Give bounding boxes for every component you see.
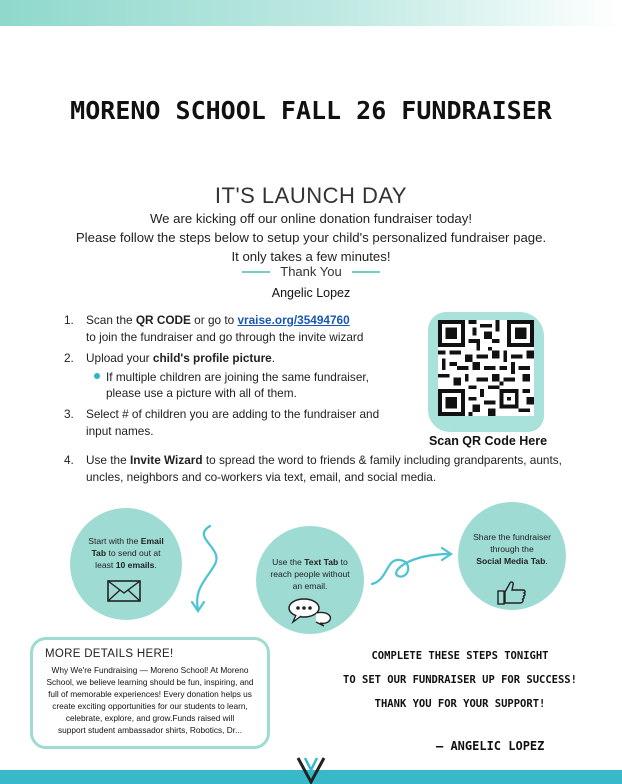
thumbs-up-icon xyxy=(497,580,527,606)
circle-text: Share the fundraiser xyxy=(473,532,551,542)
circle-text: . xyxy=(545,556,548,566)
circle-text: an email. xyxy=(292,581,328,591)
step-text: input names. xyxy=(86,423,154,438)
details-body xyxy=(37,664,263,736)
step-text: Upload your xyxy=(86,351,153,365)
brand-logo-icon xyxy=(296,756,326,784)
step-2-bullet xyxy=(106,369,406,401)
step-bold: Invite Wizard xyxy=(129,453,203,467)
details-title: MORE DETAILS HERE! xyxy=(45,648,174,660)
arrow-decoration xyxy=(368,540,458,590)
circle-text: to send out at xyxy=(106,548,161,558)
step-text: Use the xyxy=(86,453,130,467)
cta-line: COMPLETE THESE STEPS TONIGHT xyxy=(371,650,549,662)
chat-bubbles-icon xyxy=(286,597,334,627)
details-line: create exciting opportunities for our students to learn, xyxy=(52,701,248,711)
details-line: celebrate, explore, and grow.Funds raised will xyxy=(65,713,235,723)
bullet-text: please use a picture with all of them. xyxy=(106,386,297,400)
intro-line: It only takes a few minutes! xyxy=(231,249,391,264)
intro-line: Please follow the steps below to setup your child's personalized fundraiser page. xyxy=(75,230,547,245)
circle-bold: Text Tab xyxy=(304,557,339,567)
divider-line xyxy=(242,271,270,273)
qr-caption: Scan QR Code Here xyxy=(428,434,548,448)
text-step-text xyxy=(260,556,360,592)
circle-bold: 10 emails xyxy=(115,560,155,570)
qr-code[interactable] xyxy=(438,320,534,416)
step-bold: child's profile picture xyxy=(152,351,272,365)
fundraiser-link[interactable]: vraise.org/35494760 xyxy=(237,313,350,327)
circle-bold: Social Media Tab xyxy=(476,556,546,566)
step-bold: QR CODE xyxy=(135,313,191,327)
email-step-text xyxy=(76,535,176,571)
circle-text: reach people without xyxy=(270,569,350,579)
social-step-text xyxy=(462,531,562,567)
circle-text: Use the xyxy=(272,557,305,567)
intro-line: We are kicking off our online donation fundraiser today! xyxy=(149,211,473,226)
cta-line: TO SET OUR FUNDRAISER UP FOR SUCCESS! xyxy=(343,674,577,686)
signer-name: Angelic Lopez xyxy=(271,286,351,300)
step-number: 4. xyxy=(64,453,74,467)
step-text: to spread the word to friends & family including grandparents, aunts, xyxy=(202,453,562,467)
divider-line xyxy=(352,271,380,273)
thank-you-row xyxy=(0,264,622,279)
step-text: to join the fundraiser and go through the invite wizard xyxy=(86,329,364,344)
thank-you-text: Thank You xyxy=(280,264,342,279)
step-text: or go to xyxy=(190,313,238,327)
circle-bold: Email xyxy=(140,536,164,546)
step-number: 2. xyxy=(64,351,74,365)
details-line: support student ambassador shirts, Robotics, Dr... xyxy=(58,725,242,735)
signature: — ANGELIC LOPEZ xyxy=(436,739,545,753)
bullet-text: If multiple children are joining the same fundraiser, xyxy=(106,370,369,384)
circle-bold: Tab xyxy=(91,548,107,558)
top-decorative-band xyxy=(0,0,622,26)
launch-heading: IT'S LAUNCH DAY xyxy=(214,183,408,208)
step-text: uncles, neighbors and co-workers via text, email, and social media. xyxy=(86,470,437,484)
details-line: Why We're Fundraising — Moreno School! At Moreno xyxy=(51,665,249,675)
step-number: 1. xyxy=(64,313,74,327)
step-text: Scan the xyxy=(86,313,136,327)
circle-text: through the xyxy=(490,544,534,554)
step-text: Select # of children you are adding to the fundraiser and xyxy=(86,407,380,421)
call-to-action xyxy=(340,644,580,716)
step-text: . xyxy=(271,351,275,365)
circle-text: least xyxy=(95,560,116,570)
more-details-box[interactable] xyxy=(30,637,270,749)
circle-text: to xyxy=(338,557,348,567)
page-title: MORENO SCHOOL FALL 26 FUNDRAISER xyxy=(70,96,552,125)
cta-line: THANK YOU FOR YOUR SUPPORT! xyxy=(374,698,546,710)
details-line: School, we believe learning should be fun, inspiring, and xyxy=(46,677,254,687)
details-line: full of memorable experiences! Every donation helps us xyxy=(48,689,252,699)
step-number: 3. xyxy=(64,407,74,421)
bullet-dot xyxy=(94,373,100,379)
circle-text: Start with the xyxy=(88,536,141,546)
envelope-icon xyxy=(107,580,141,602)
intro-text xyxy=(0,209,622,266)
circle-text: . xyxy=(154,560,157,570)
